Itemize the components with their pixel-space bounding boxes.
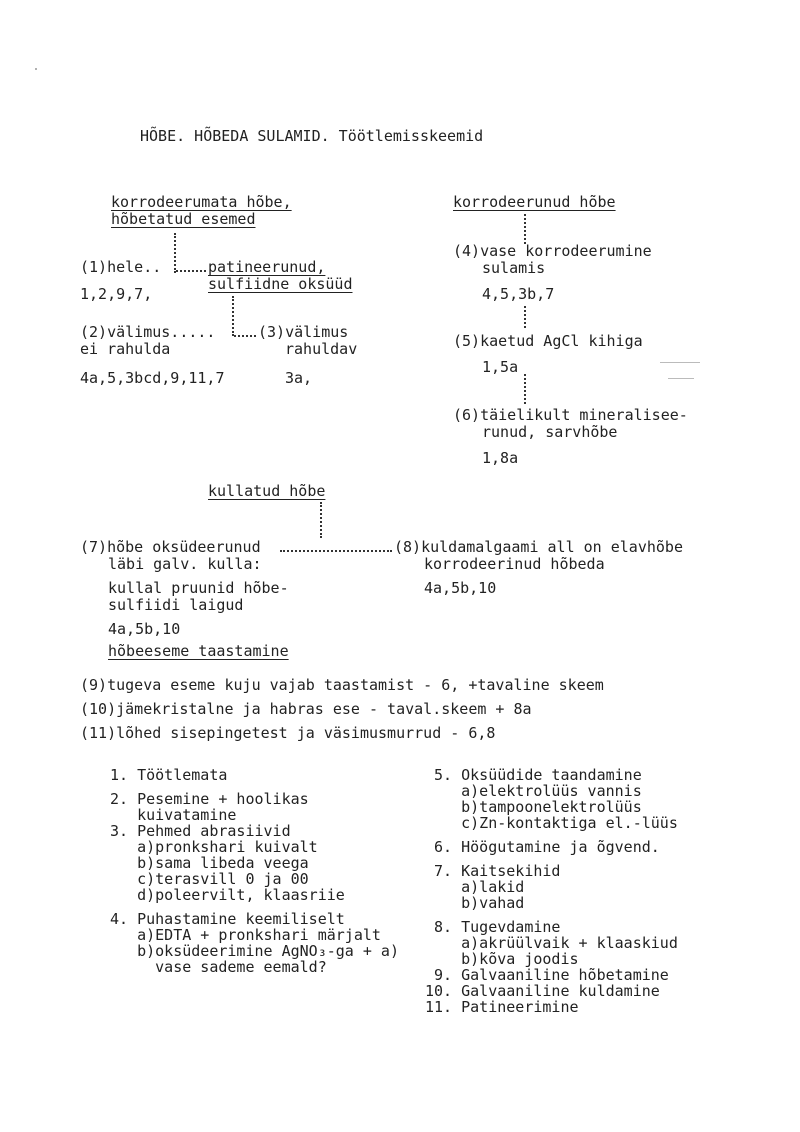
item-4-line2: sulamis	[482, 259, 546, 277]
legend-right-line: b)vahad	[425, 894, 525, 912]
item-6-line2: runud, sarvhõbe	[482, 423, 618, 441]
item-7-line1: (7)hõbe oksüdeerunud	[80, 538, 261, 556]
item-7-codes: 4a,5b,10	[108, 620, 181, 638]
legend-right-line: c)Zn-kontaktiga el.-lüüs	[425, 814, 678, 832]
item-2-codes: 4a,5,3bcd,9,11,7	[80, 369, 225, 387]
legend-left-line: kuivatamine	[110, 806, 237, 824]
item-8-line2: korrodeerinud hõbeda	[424, 555, 605, 573]
legend-right-line: a)lakid	[425, 878, 525, 896]
item-7-line2: läbi galv. kulla:	[108, 555, 262, 573]
restoration-header: hõbeeseme taastamine	[108, 642, 289, 660]
connector-dots	[524, 306, 529, 328]
legend-left-line: 4. Puhastamine keemiliselt	[110, 910, 345, 928]
item-1-target-line2: sulfiidne oksüüd	[208, 275, 353, 293]
legend-right-line: b)kõva joodis	[425, 950, 579, 968]
legend-left-line: d)poleervilt, klaasriie	[110, 886, 345, 904]
item-7-line3: kullal pruunid hõbe-	[108, 579, 289, 597]
item-2-line1: (2)välimus.....	[80, 323, 216, 341]
legend-right-line: 5. Oksüüdide taandamine	[425, 766, 642, 784]
item-2-line2: ei rahulda	[80, 340, 171, 358]
legend-right-line: a)akrüülvaik + klaaskiud	[425, 934, 678, 952]
item-6-codes: 1,8a	[482, 449, 519, 467]
legend-left-line: vase sademe eemald?	[110, 958, 327, 976]
item-8-codes: 4a,5b,10	[424, 579, 497, 597]
item-3-line2: rahuldav	[285, 340, 358, 358]
item-4-line1: (4)vase korrodeerumine	[453, 242, 652, 260]
item-8-line1: (8)kuldamalgaami all on elavhõbe	[394, 538, 683, 556]
connector-dots	[524, 214, 529, 244]
legend-left-line: 2. Pesemine + hoolikas	[110, 790, 309, 808]
legend-right-line: 11. Patineerimine	[425, 998, 579, 1016]
legend-right-line: a)elektrolüüs vannis	[425, 782, 642, 800]
legend-left-line: c)terasvill 0 ja 00	[110, 870, 309, 888]
item-5-codes: 1,5a	[482, 358, 519, 376]
connector-dots	[232, 296, 237, 336]
legend-right-line: 9. Galvaaniline hõbetamine	[425, 966, 669, 984]
item-5-line1: (5)kaetud AgCl kihiga	[453, 332, 643, 350]
corroded-header: korrodeerunud hõbe	[453, 193, 616, 211]
item-3-line1: (3)välimus	[258, 323, 349, 341]
item-4-codes: 4,5,3b,7	[482, 285, 555, 303]
legend-right-line: 10. Galvaaniline kuldamine	[425, 982, 660, 1000]
connector-dots	[174, 233, 179, 273]
legend-right-line: 8. Tugevdamine	[425, 918, 561, 936]
restoration-item-11: (11)lõhed sisepingetest ja väsimusmurrud - 6,8	[80, 724, 496, 742]
connector-dots	[320, 502, 325, 538]
legend-right-line: 6. Höögutamine ja õgvend.	[425, 838, 660, 856]
legend-left-line: a)EDTA + pronkshari märjalt	[110, 926, 381, 944]
item-3-codes: 3a,	[285, 369, 313, 387]
item-1-target-line1: patineerunud,	[208, 258, 326, 276]
legend-right-line: b)tampoonelektrolüüs	[425, 798, 642, 816]
legend-left-line: a)pronkshari kuivalt	[110, 838, 318, 856]
scan-speck	[35, 68, 37, 70]
uncorroded-header-line1: korrodeerumata hõbe,	[111, 193, 292, 211]
restoration-item-10: (10)jämekristalne ja habras ese - taval.skeem + 8a	[80, 700, 532, 718]
connector-dots	[280, 550, 392, 554]
item-1-codes: 1,2,9,7,	[80, 285, 153, 303]
legend-left-line: 3. Pehmed abrasiivid	[110, 822, 291, 840]
connector-dots	[524, 374, 529, 404]
connector-dots	[234, 335, 256, 339]
item-7-line4: sulfiidi laigud	[108, 596, 244, 614]
scan-smudge	[660, 362, 700, 363]
item-1-label: (1)hele..	[80, 258, 162, 276]
legend-left-line: 1. Töötlemata	[110, 766, 228, 784]
uncorroded-header-line2: hõbetatud esemed	[111, 210, 256, 228]
document-title: HÕBE. HÕBEDA SULAMID. Töötlemisskeemid	[140, 127, 484, 145]
item-6-line1: (6)täielikult mineralisee-	[453, 406, 688, 424]
gilded-header: kullatud hõbe	[208, 482, 326, 500]
legend-left-line: b)sama libeda veega	[110, 854, 309, 872]
scan-smudge	[668, 378, 694, 379]
restoration-item-9: (9)tugeva eseme kuju vajab taastamist - 6, +tavaline skeem	[80, 676, 604, 694]
legend-left-line: b)oksüdeerimine AgNO₃-ga + a)	[110, 942, 399, 960]
connector-dots	[176, 270, 206, 274]
legend-right-line: 7. Kaitsekihid	[425, 862, 561, 880]
